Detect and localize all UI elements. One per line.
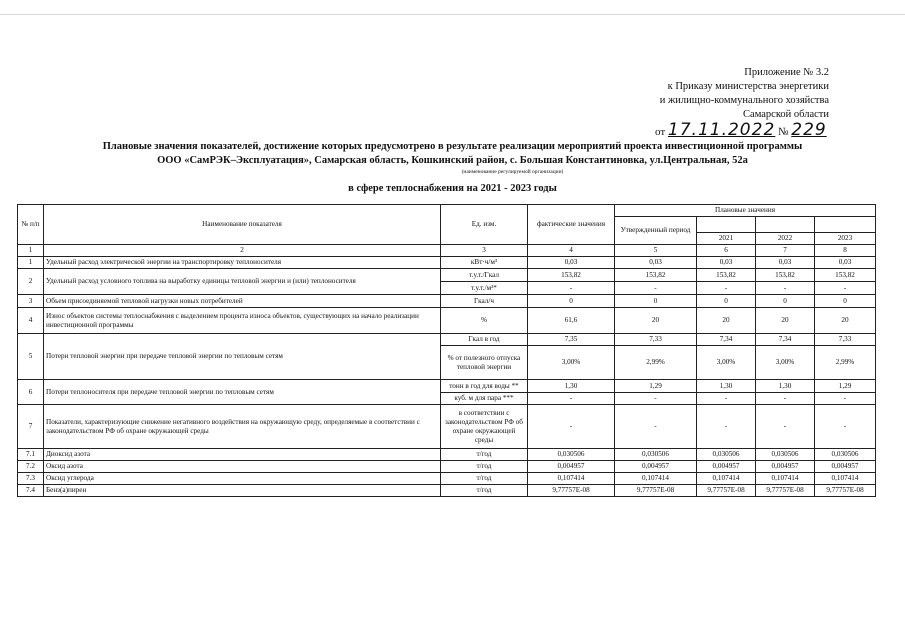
annex-line-4: Самарской области	[743, 109, 829, 120]
value-cell: 0,107414	[528, 473, 615, 485]
row-number: 1	[18, 257, 44, 269]
value-cell: 0,004957	[697, 461, 756, 473]
order-date-row	[655, 120, 827, 140]
row-number: 3	[18, 295, 44, 308]
unit-cell: т/год	[441, 485, 528, 497]
colnum: 8	[815, 245, 876, 257]
value-cell: 3,00%	[697, 346, 756, 380]
value-cell: -	[615, 405, 697, 449]
page-edge-line	[0, 14, 905, 15]
value-cell: -	[697, 393, 756, 405]
colnum: 5	[615, 245, 697, 257]
unit-cell: %	[441, 308, 528, 334]
colnum: 4	[528, 245, 615, 257]
table-row	[18, 461, 876, 473]
value-cell: 0,03	[615, 257, 697, 269]
value-cell: 0,030506	[615, 449, 697, 461]
value-cell: 0,030506	[815, 449, 876, 461]
colnum: 6	[697, 245, 756, 257]
row-number: 6	[18, 380, 44, 405]
value-cell: -	[697, 282, 756, 295]
value-cell: 0,03	[697, 257, 756, 269]
value-cell: 1,30	[697, 380, 756, 393]
row-number: 7.2	[18, 461, 44, 473]
handwritten-date: 17.11.2022	[667, 120, 776, 140]
value-cell: 0,004957	[756, 461, 815, 473]
value-cell: 2,99%	[615, 346, 697, 380]
unit-cell: т/год	[441, 473, 528, 485]
value-cell: 0,107414	[815, 473, 876, 485]
value-cell: -	[756, 405, 815, 449]
value-cell: 0	[697, 295, 756, 308]
unit-cell: кВт·ч/м³	[441, 257, 528, 269]
value-cell: 9,77757E-08	[528, 485, 615, 497]
value-cell: 0	[815, 295, 876, 308]
annex-block	[660, 66, 829, 122]
value-cell: 3,00%	[528, 346, 615, 380]
unit-cell: в соответствии с законодательством РФ об охране окружающей среды	[441, 405, 528, 449]
value-cell: 0	[756, 295, 815, 308]
number-sign: №	[778, 126, 789, 138]
table-row	[18, 334, 876, 346]
handwritten-number: 229	[791, 120, 827, 140]
value-cell: 20	[615, 308, 697, 334]
table-row	[18, 295, 876, 308]
value-cell: 153,82	[528, 269, 615, 282]
indicator-name: Показатели, характеризующие снижение негативного воздействия на окружающую среду, определяемые в соответствии с законодательством РФ об охране окружающей среды	[44, 405, 441, 449]
value-cell: 20	[756, 308, 815, 334]
value-cell: 3,00%	[756, 346, 815, 380]
column-number-row	[18, 245, 876, 257]
unit-cell: т/год	[441, 461, 528, 473]
header-approved: Утвержденный период	[615, 217, 697, 245]
value-cell: 7,34	[756, 334, 815, 346]
value-cell: 2,99%	[815, 346, 876, 380]
value-cell: 153,82	[615, 269, 697, 282]
value-cell: 61,6	[528, 308, 615, 334]
doc-title: Плановые значения показателей, достижение которых предусмотрено в результате реализации мероприятий проекта инвестиционной программы	[102, 141, 803, 152]
unit-cell: Гкал/ч	[441, 295, 528, 308]
header-2021: 2021	[697, 233, 756, 245]
table-row	[18, 449, 876, 461]
indicator-name: Потери тепловой энергии при передаче тепловой энергии по тепловым сетям	[44, 334, 441, 380]
value-cell: -	[815, 393, 876, 405]
indicator-name: Оксид азота	[44, 461, 441, 473]
value-cell: 0,004957	[615, 461, 697, 473]
value-cell: 0,03	[756, 257, 815, 269]
row-number: 7.1	[18, 449, 44, 461]
value-cell: -	[615, 282, 697, 295]
annex-line-2: к Приказу министерства энергетики	[667, 81, 829, 92]
value-cell: 20	[697, 308, 756, 334]
value-cell: -	[697, 405, 756, 449]
value-cell: 7,33	[615, 334, 697, 346]
colnum: 7	[756, 245, 815, 257]
value-cell: 153,82	[756, 269, 815, 282]
value-cell: 153,82	[697, 269, 756, 282]
value-cell: 153,82	[815, 269, 876, 282]
value-cell: 1,29	[815, 380, 876, 393]
organization-line: ООО «СамРЭК–Эксплуатация», Самарская область, Кошкинский район, с. Большая Константиновка, ул.Центральная, 52а	[157, 155, 748, 166]
table-row	[18, 269, 876, 282]
value-cell: 0,03	[528, 257, 615, 269]
indicator-name: Удельный расход электрической энергии на транспортировку теплоносителя	[44, 257, 441, 269]
value-cell: -	[756, 393, 815, 405]
table-row	[18, 473, 876, 485]
table-row	[18, 405, 876, 449]
header-2022: 2022	[756, 233, 815, 245]
unit-cell: Гкал в год	[441, 334, 528, 346]
organization-note: (наименование регулируемой организации)	[461, 169, 564, 175]
value-cell: 7,35	[528, 334, 615, 346]
unit-cell: тонн в год для воды **	[441, 380, 528, 393]
value-cell: -	[756, 282, 815, 295]
unit-cell: куб. м для пара ***	[441, 393, 528, 405]
indicator-name: Потери теплоносителя при передаче тепловой энергии по тепловым сетям	[44, 380, 441, 405]
value-cell: 9,77757E-08	[697, 485, 756, 497]
header-unit: Ед. изм.	[441, 205, 528, 245]
unit-cell: т.у.т./Гкал	[441, 269, 528, 282]
value-cell: 0,030506	[697, 449, 756, 461]
value-cell: -	[815, 405, 876, 449]
from-label: от	[655, 126, 666, 138]
colnum: 3	[441, 245, 528, 257]
value-cell: 0,107414	[756, 473, 815, 485]
table-row	[18, 380, 876, 393]
colnum: 1	[18, 245, 44, 257]
value-cell: 1,29	[615, 380, 697, 393]
value-cell: 1,30	[528, 380, 615, 393]
value-cell: 0,107414	[615, 473, 697, 485]
annex-line-3: и жилищно-коммунального хозяйства	[659, 95, 829, 106]
colnum: 2	[44, 245, 441, 257]
row-number: 7	[18, 405, 44, 449]
value-cell: 9,77757E-08	[615, 485, 697, 497]
row-number: 7.3	[18, 473, 44, 485]
value-cell: 0	[615, 295, 697, 308]
header-actual: фактические значения	[528, 205, 615, 245]
value-cell: 9,77757E-08	[815, 485, 876, 497]
indicators-table	[17, 204, 876, 497]
row-number: 5	[18, 334, 44, 380]
value-cell: -	[615, 393, 697, 405]
value-cell: -	[528, 282, 615, 295]
value-cell: 1,30	[756, 380, 815, 393]
indicator-name: Объем присоединяемой тепловой нагрузки новых потребителей	[44, 295, 441, 308]
table-row	[18, 257, 876, 269]
table-row	[18, 308, 876, 334]
header-planned: Плановые значения	[615, 205, 876, 217]
period-line: в сфере теплоснабжения на 2021 - 2023 годы	[348, 183, 557, 194]
value-cell: 0,107414	[697, 473, 756, 485]
value-cell: -	[528, 405, 615, 449]
value-cell: 0,030506	[756, 449, 815, 461]
value-cell: 9,77757E-08	[756, 485, 815, 497]
row-number: 4	[18, 308, 44, 334]
row-number: 2	[18, 269, 44, 295]
indicator-name: Диоксид азота	[44, 449, 441, 461]
indicator-name: Удельный расход условного топлива на выработку единицы тепловой энергии и (или) теплоносителя	[44, 269, 441, 295]
row-number: 7.4	[18, 485, 44, 497]
value-cell: 0,03	[815, 257, 876, 269]
value-cell: 7,34	[697, 334, 756, 346]
value-cell: 20	[815, 308, 876, 334]
unit-cell: т.у.т./м³*	[441, 282, 528, 295]
value-cell: 0,004957	[815, 461, 876, 473]
value-cell: 0,030506	[528, 449, 615, 461]
value-cell: 7,33	[815, 334, 876, 346]
indicator-name: Оксид углерода	[44, 473, 441, 485]
value-cell: 0	[528, 295, 615, 308]
indicator-name: Бенз(а)пирен	[44, 485, 441, 497]
table-row	[18, 485, 876, 497]
header-2023: 2023	[815, 233, 876, 245]
unit-cell: % от полезного отпуска тепловой энергии	[441, 346, 528, 380]
value-cell: 0,004957	[528, 461, 615, 473]
annex-line-1: Приложение № 3.2	[744, 67, 829, 78]
value-cell: -	[815, 282, 876, 295]
unit-cell: т/год	[441, 449, 528, 461]
header-name: Наименование показателя	[44, 205, 441, 245]
header-num: № п/п	[18, 205, 44, 245]
value-cell: -	[528, 393, 615, 405]
indicator-name: Износ объектов системы теплоснабжения с выделением процента износа объектов, существующих на начало реализации инвестиционной программы	[44, 308, 441, 334]
